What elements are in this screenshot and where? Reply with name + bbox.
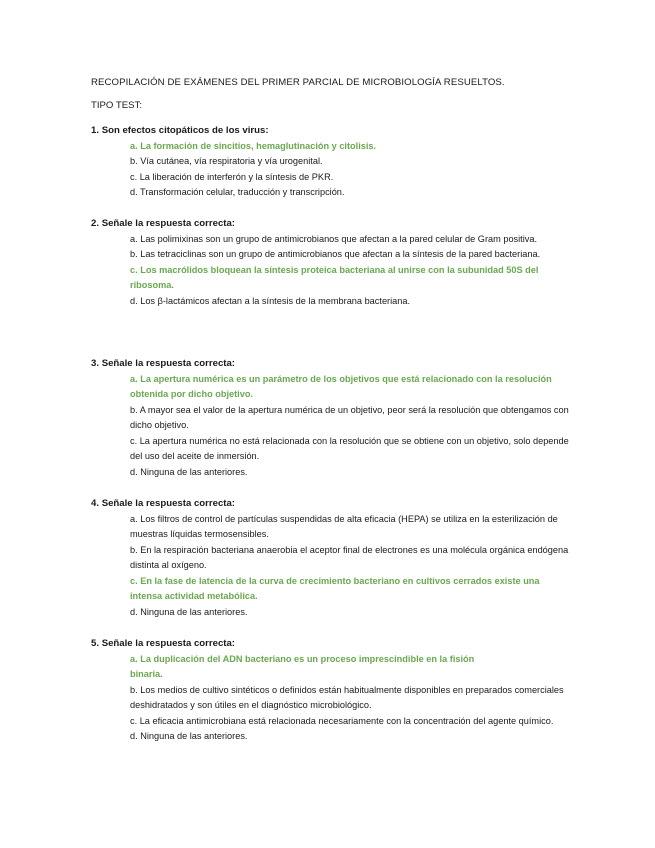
answer-option: a. La apertura numérica es un parámetro de los objetivos que está relacionado con la resolución obtenida por dicho objetivo. xyxy=(130,373,552,399)
question-2 xyxy=(91,216,571,309)
question-header xyxy=(91,636,571,652)
question-prompt: Señale la respuesta correcta: xyxy=(101,498,236,509)
answer-list xyxy=(91,232,571,310)
answer-option: a. Las polimixinas son un grupo de antimicrobianos que afectan a la pared celular de Gram positiva. xyxy=(130,233,538,244)
answer-option: d. Transformación celular, traducción y transcripción. xyxy=(130,187,345,197)
document-subtitle: TIPO TEST: xyxy=(91,100,142,111)
answer-option: a. La duplicación del ADN bacteriano es un proceso imprescindible en la fisión binaria. xyxy=(130,653,475,679)
question-number: 1. xyxy=(91,125,100,136)
answer-list xyxy=(91,372,571,481)
answer-option: c. Los macrólidos bloquean la síntesis proteica bacteriana al unirse con la subunidad 50S del ribosoma. xyxy=(130,264,539,290)
answer-list xyxy=(91,512,571,621)
question-number: 2. xyxy=(91,218,100,229)
question-prompt: Señale la respuesta correcta: xyxy=(101,358,236,369)
answer-option: b. En la respiración bacteriana anaerobia el aceptor final de electrones es una molécula orgánica endógena distinta al oxígeno. xyxy=(130,544,569,570)
answer-option: b. Los medios de cultivo sintéticos o definidos están habitualmente disponibles en preparados comerciales deshidratados y son útiles en el diagnóstico microbiológico. xyxy=(130,684,564,710)
answer-option: d. Los β-lactámicos afectan a la síntesis de la membrana bacteriana. xyxy=(130,295,411,306)
question-prompt: Señale la respuesta correcta: xyxy=(101,638,236,649)
answer-option: c. La eficacia antimicrobiana está relacionada necesariamente con la concentración del agente químico. xyxy=(130,715,554,726)
answer-option: b. Las tetraciclinas son un grupo de antimicrobianos que afectan a la síntesis de la pared bacteriana. xyxy=(130,249,541,259)
question-1 xyxy=(91,123,571,201)
question-header xyxy=(91,216,571,232)
answer-option: c. La apertura numérica no está relacionada con la resolución que se obtiene con un objetivo, solo depende del uso del aceite de inmersión. xyxy=(130,435,569,461)
question-number: 4. xyxy=(91,498,100,509)
answer-list xyxy=(91,652,571,745)
answer-option: a. La formación de sincitios, hemaglutinación y citolisis. xyxy=(130,140,377,151)
answer-option: c. La liberación de interferón y la síntesis de PKR. xyxy=(130,171,334,182)
answer-option: b. Vía cutánea, vía respiratoria y vía urogenital. xyxy=(130,156,323,166)
answer-option: b. A mayor sea el valor de la apertura numérica de un objetivo, peor será la resolución que obtengamos con dicho objetivo. xyxy=(130,404,569,430)
question-5 xyxy=(91,636,571,745)
answer-option: a. Los filtros de control de partículas suspendidas de alta eficacia (HEPA) se utiliza en la esterilización de muestras líquidas termosensibles. xyxy=(130,513,558,539)
question-header xyxy=(91,356,571,372)
question-3 xyxy=(91,356,571,480)
answer-option: d. Ninguna de las anteriores. xyxy=(130,606,248,617)
question-prompt: Señale la respuesta correcta: xyxy=(101,218,236,229)
answer-option: d. Ninguna de las anteriores. xyxy=(130,731,248,741)
question-number: 5. xyxy=(91,638,100,649)
question-header xyxy=(91,496,571,512)
answer-list xyxy=(91,139,571,201)
document-title: RECOPILACIÓN DE EXÁMENES DEL PRIMER PARCIAL DE MICROBIOLOGÍA RESUELTOS. xyxy=(91,77,505,88)
question-number: 3. xyxy=(91,358,100,369)
answer-option: c. En la fase de latencia de la curva de crecimiento bacteriano en cultivos cerrados existe una intensa actividad metabólica. xyxy=(130,575,540,601)
answer-option: d. Ninguna de las anteriores. xyxy=(130,466,248,477)
question-header xyxy=(91,123,571,139)
question-4 xyxy=(91,496,571,620)
question-prompt: Son efectos citopáticos de los virus: xyxy=(101,125,269,136)
